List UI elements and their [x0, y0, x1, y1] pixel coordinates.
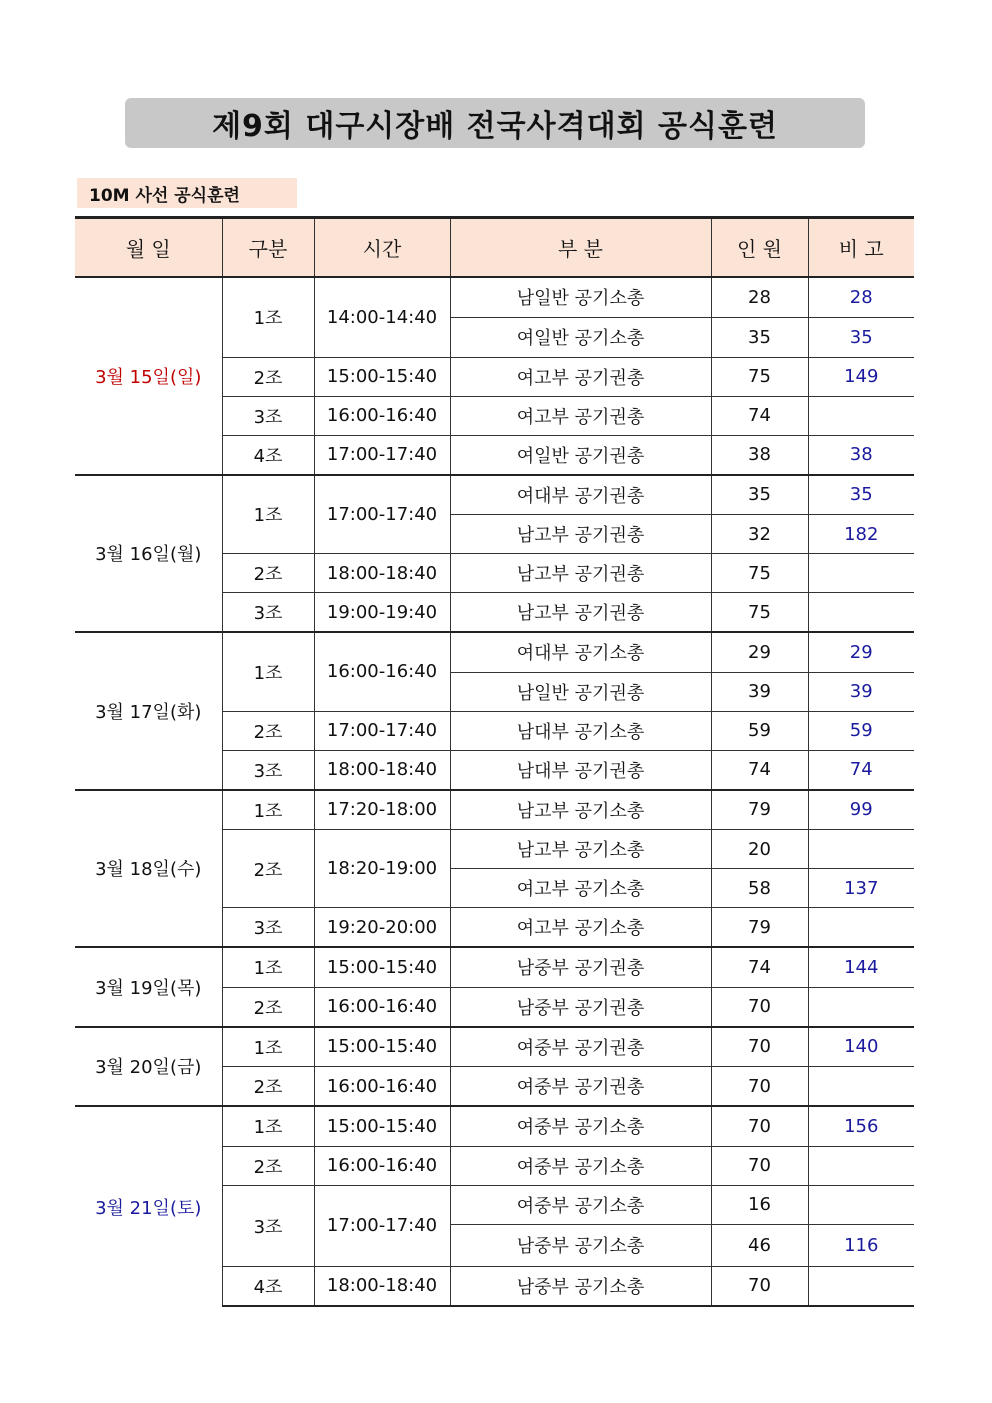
count-cell: 75 [711, 554, 808, 593]
group-cell: 1조 [222, 475, 314, 554]
count-cell: 28 [711, 277, 808, 317]
group-cell: 2조 [222, 1146, 314, 1185]
group-cell: 2조 [222, 987, 314, 1027]
count-cell: 59 [711, 711, 808, 750]
note-cell [808, 1185, 914, 1224]
group-cell: 2조 [222, 711, 314, 750]
count-cell: 70 [711, 1266, 808, 1306]
division-cell: 여고부 공기권총 [450, 357, 711, 396]
date-cell: 3월 15일(일) [75, 277, 222, 475]
note-cell: 116 [808, 1224, 914, 1266]
time-cell: 17:20-18:00 [314, 790, 450, 830]
note-cell: 59 [808, 711, 914, 750]
division-cell: 남중부 공기소총 [450, 1266, 711, 1306]
group-cell: 3조 [222, 1185, 314, 1266]
time-cell: 18:00-18:40 [314, 1266, 450, 1306]
count-cell: 29 [711, 632, 808, 672]
note-cell: 74 [808, 750, 914, 790]
time-cell: 17:00-17:40 [314, 1185, 450, 1266]
count-cell: 75 [711, 357, 808, 396]
page-title: 제9회 대구시장배 전국사격대회 공식훈련 [125, 98, 865, 148]
table-row [75, 1027, 914, 1067]
count-cell: 20 [711, 830, 808, 869]
training-schedule-table [75, 216, 914, 1307]
note-cell [808, 1266, 914, 1306]
count-cell: 70 [711, 1067, 808, 1107]
header-division: 부 분 [450, 218, 711, 278]
group-cell: 2조 [222, 357, 314, 396]
time-cell: 15:00-15:40 [314, 1027, 450, 1067]
note-cell [808, 1067, 914, 1107]
division-cell: 여대부 공기소총 [450, 632, 711, 672]
time-cell: 15:00-15:40 [314, 947, 450, 987]
division-cell: 남일반 공기소총 [450, 277, 711, 317]
note-cell: 38 [808, 435, 914, 475]
division-cell: 여고부 공기소총 [450, 908, 711, 948]
count-cell: 74 [711, 396, 808, 435]
group-cell: 1조 [222, 632, 314, 711]
division-cell: 여중부 공기권총 [450, 1067, 711, 1107]
time-cell: 14:00-14:40 [314, 277, 450, 357]
time-cell: 16:00-16:40 [314, 1067, 450, 1107]
count-cell: 70 [711, 987, 808, 1027]
division-cell: 남중부 공기권총 [450, 987, 711, 1027]
header-time: 시간 [314, 218, 450, 278]
count-cell: 32 [711, 515, 808, 554]
group-cell: 3조 [222, 396, 314, 435]
division-cell: 여대부 공기권총 [450, 475, 711, 515]
count-cell: 75 [711, 593, 808, 633]
group-cell: 3조 [222, 750, 314, 790]
count-cell: 39 [711, 672, 808, 711]
date-cell: 3월 19일(목) [75, 947, 222, 1027]
count-cell: 74 [711, 947, 808, 987]
date-cell: 3월 20일(금) [75, 1027, 222, 1107]
note-cell: 140 [808, 1027, 914, 1067]
group-cell: 2조 [222, 1067, 314, 1107]
group-cell: 3조 [222, 908, 314, 948]
group-cell: 4조 [222, 1266, 314, 1306]
note-cell [808, 554, 914, 593]
division-cell: 남고부 공기소총 [450, 830, 711, 869]
division-cell: 남고부 공기권총 [450, 554, 711, 593]
group-cell: 1조 [222, 947, 314, 987]
time-cell: 16:00-16:40 [314, 987, 450, 1027]
table-row [75, 475, 914, 515]
division-cell: 남대부 공기소총 [450, 711, 711, 750]
note-cell: 182 [808, 515, 914, 554]
note-cell: 156 [808, 1106, 914, 1146]
time-cell: 18:00-18:40 [314, 554, 450, 593]
count-cell: 46 [711, 1224, 808, 1266]
division-cell: 남고부 공기권총 [450, 593, 711, 633]
note-cell [808, 396, 914, 435]
count-cell: 35 [711, 475, 808, 515]
count-cell: 79 [711, 790, 808, 830]
table-row [75, 277, 914, 317]
division-cell: 남일반 공기권총 [450, 672, 711, 711]
note-cell [808, 830, 914, 869]
section-title: 10M 사선 공식훈련 [77, 178, 297, 208]
count-cell: 79 [711, 908, 808, 948]
group-cell: 3조 [222, 593, 314, 633]
count-cell: 16 [711, 1185, 808, 1224]
group-cell: 1조 [222, 1106, 314, 1146]
date-cell: 3월 17일(화) [75, 632, 222, 790]
note-cell: 99 [808, 790, 914, 830]
note-cell: 28 [808, 277, 914, 317]
division-cell: 여중부 공기소총 [450, 1106, 711, 1146]
note-cell: 29 [808, 632, 914, 672]
time-cell: 18:20-19:00 [314, 830, 450, 908]
note-cell [808, 908, 914, 948]
date-cell: 3월 18일(수) [75, 790, 222, 948]
count-cell: 70 [711, 1106, 808, 1146]
group-cell: 1조 [222, 277, 314, 357]
note-cell: 35 [808, 317, 914, 357]
note-cell [808, 1146, 914, 1185]
count-cell: 58 [711, 869, 808, 908]
division-cell: 남중부 공기권총 [450, 947, 711, 987]
header-note: 비 고 [808, 218, 914, 278]
note-cell: 144 [808, 947, 914, 987]
count-cell: 74 [711, 750, 808, 790]
time-cell: 16:00-16:40 [314, 1146, 450, 1185]
division-cell: 여일반 공기소총 [450, 317, 711, 357]
division-cell: 여중부 공기권총 [450, 1027, 711, 1067]
count-cell: 38 [711, 435, 808, 475]
header-group: 구분 [222, 218, 314, 278]
count-cell: 70 [711, 1146, 808, 1185]
note-cell: 35 [808, 475, 914, 515]
header-count: 인 원 [711, 218, 808, 278]
note-cell [808, 987, 914, 1027]
note-cell: 137 [808, 869, 914, 908]
time-cell: 17:00-17:40 [314, 711, 450, 750]
group-cell: 2조 [222, 554, 314, 593]
table-header-row [75, 218, 914, 278]
group-cell: 1조 [222, 1027, 314, 1067]
division-cell: 남중부 공기소총 [450, 1224, 711, 1266]
time-cell: 16:00-16:40 [314, 632, 450, 711]
time-cell: 17:00-17:40 [314, 435, 450, 475]
table-row [75, 632, 914, 672]
group-cell: 2조 [222, 830, 314, 908]
count-cell: 35 [711, 317, 808, 357]
count-cell: 70 [711, 1027, 808, 1067]
division-cell: 여고부 공기권총 [450, 396, 711, 435]
group-cell: 4조 [222, 435, 314, 475]
division-cell: 여중부 공기소총 [450, 1146, 711, 1185]
note-cell: 149 [808, 357, 914, 396]
note-cell [808, 593, 914, 633]
time-cell: 15:00-15:40 [314, 357, 450, 396]
division-cell: 남대부 공기권총 [450, 750, 711, 790]
time-cell: 18:00-18:40 [314, 750, 450, 790]
table-row [75, 1106, 914, 1146]
time-cell: 19:00-19:40 [314, 593, 450, 633]
table-row [75, 947, 914, 987]
time-cell: 15:00-15:40 [314, 1106, 450, 1146]
table-row [75, 790, 914, 830]
division-cell: 여중부 공기소총 [450, 1185, 711, 1224]
date-cell: 3월 21일(토) [75, 1106, 222, 1306]
time-cell: 17:00-17:40 [314, 475, 450, 554]
division-cell: 남고부 공기권총 [450, 515, 711, 554]
time-cell: 19:20-20:00 [314, 908, 450, 948]
date-cell: 3월 16일(월) [75, 475, 222, 633]
note-cell: 39 [808, 672, 914, 711]
group-cell: 1조 [222, 790, 314, 830]
time-cell: 16:00-16:40 [314, 396, 450, 435]
division-cell: 여고부 공기소총 [450, 869, 711, 908]
division-cell: 여일반 공기권총 [450, 435, 711, 475]
header-date: 월 일 [75, 218, 222, 278]
division-cell: 남고부 공기소총 [450, 790, 711, 830]
